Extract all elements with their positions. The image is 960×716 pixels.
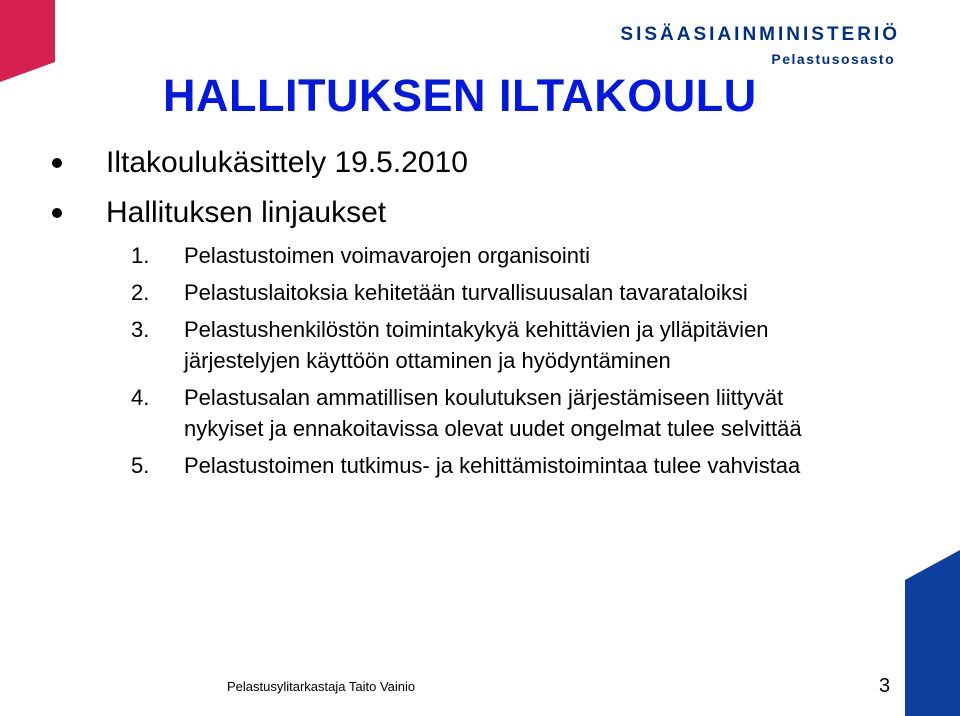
ministry-name: SISÄASIAINMINISTERIÖ <box>620 24 900 45</box>
slide-title: HALLITUKSEN ILTAKOULU <box>163 70 757 121</box>
page-number: 3 <box>879 675 891 697</box>
numbered-item <box>131 382 891 444</box>
bullet-item: Iltakoulukäsittely 19.5.2010 <box>52 141 468 191</box>
item-number: 3. <box>131 317 150 342</box>
item-number: 2. <box>131 280 150 305</box>
numbered-item <box>131 314 891 376</box>
bullet-item: Hallituksen linjaukset <box>52 191 468 241</box>
bullet-list <box>52 141 468 241</box>
numbered-list <box>131 240 891 487</box>
department-name: Pelastusosasto <box>771 51 896 67</box>
item-text: Pelastustoimen voimavarojen organisointi <box>184 243 590 268</box>
numbered-item <box>131 277 891 308</box>
item-text: Pelastustoimen tutkimus- ja kehittämistoimintaa tulee vahvistaa <box>184 453 801 478</box>
item-text: Pelastusalan ammatillisen koulutuksen järjestämiseen liittyvät nykyiset ja ennakoitavissa olevat uudet ongelmat tulee selvittää <box>184 385 802 441</box>
item-text: Pelastushenkilöstön toimintakykyä kehittävien ja ylläpitävien järjestelyjen käyttöön ottaminen ja hyödyntäminen <box>184 317 769 373</box>
item-text: Pelastuslaitoksia kehitetään turvallisuusalan tavarataloiksi <box>184 280 748 305</box>
numbered-item <box>131 450 891 481</box>
corner-decoration-bottom-right <box>900 550 960 716</box>
ministry-logo <box>620 24 900 67</box>
item-number: 4. <box>131 385 150 410</box>
numbered-item <box>131 240 891 271</box>
item-number: 1. <box>131 243 150 268</box>
footer-author: Pelastusylitarkastaja Taito Vainio <box>227 679 416 694</box>
item-number: 5. <box>131 453 150 478</box>
corner-decoration-top-left <box>0 0 60 90</box>
